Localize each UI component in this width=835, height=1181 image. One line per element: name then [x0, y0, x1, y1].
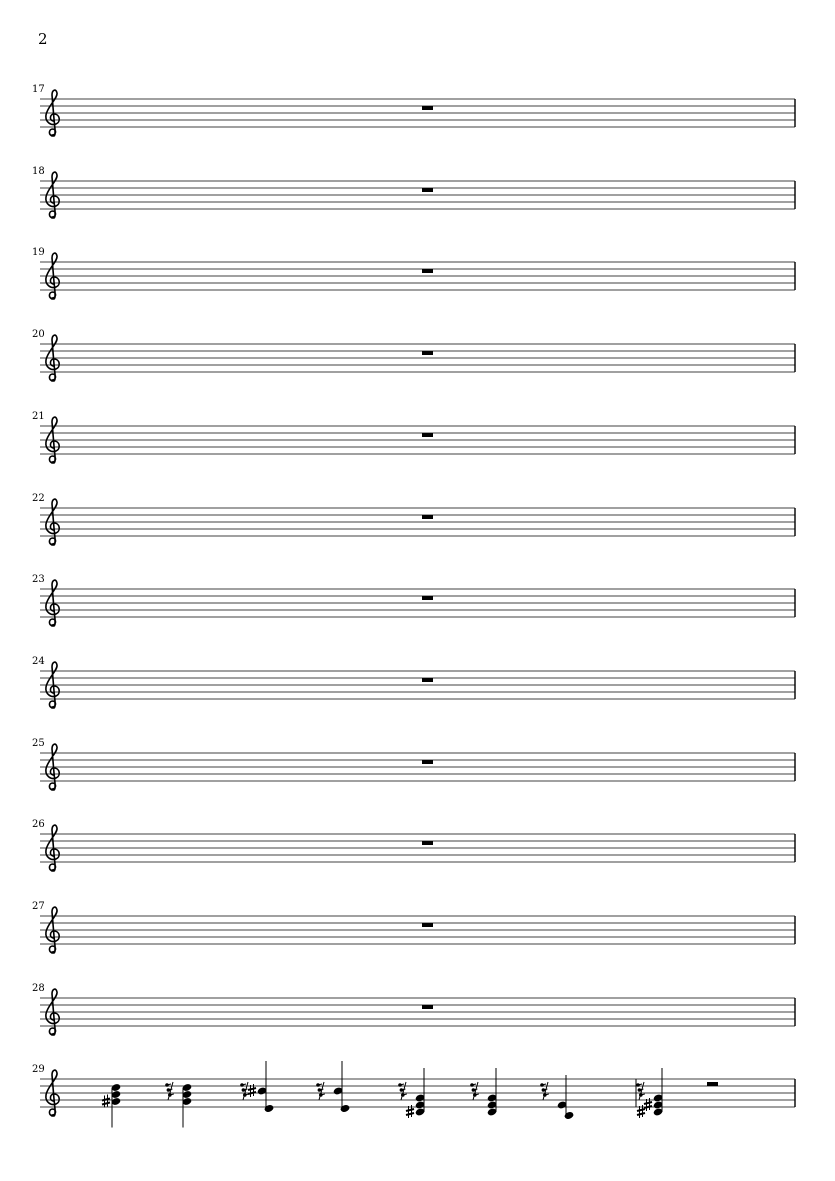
staff — [0, 577, 835, 657]
whole-rest — [422, 678, 433, 682]
measure-number: 17 — [32, 84, 45, 95]
staff-system — [0, 737, 835, 821]
measure-number: 18 — [32, 165, 45, 177]
chord — [166, 1082, 193, 1128]
whole-rest — [422, 841, 433, 845]
rest-glyph — [399, 1082, 407, 1100]
chord — [241, 1061, 275, 1113]
measure-number: 20 — [32, 329, 45, 341]
staff — [0, 986, 835, 1066]
staff-system — [0, 982, 835, 1066]
whole-rest — [707, 1082, 718, 1086]
staff — [0, 904, 835, 984]
rest-glyph — [637, 1082, 645, 1100]
staff-system — [0, 410, 835, 494]
whole-rest — [422, 760, 433, 764]
whole-rest — [422, 188, 433, 192]
staff — [0, 169, 835, 249]
staff-system — [0, 329, 835, 412]
measure-number: 28 — [32, 982, 45, 994]
staff-system — [0, 819, 835, 902]
staff-system — [0, 655, 835, 739]
whole-rest — [422, 351, 433, 355]
staff — [0, 250, 835, 330]
measure-number: 21 — [32, 410, 45, 422]
rest-glyph — [241, 1082, 249, 1100]
staff — [0, 741, 835, 821]
measure-number: 25 — [32, 737, 45, 749]
measure-number: 23 — [32, 574, 45, 586]
staff-system — [0, 247, 835, 330]
staff — [0, 1067, 835, 1147]
chord — [471, 1068, 498, 1117]
staff — [0, 332, 835, 412]
staff — [0, 659, 835, 739]
notehead — [340, 1104, 350, 1113]
staff-system — [0, 84, 835, 167]
chord — [541, 1075, 575, 1120]
rest-glyph — [166, 1082, 174, 1100]
notehead — [564, 1111, 574, 1120]
staff — [0, 87, 835, 167]
staff-system — [0, 1064, 835, 1147]
page-number: 2 — [38, 30, 48, 48]
whole-rest — [422, 433, 433, 437]
chord — [102, 1083, 121, 1128]
measure-number: 22 — [32, 492, 45, 504]
measure-number: 29 — [32, 1064, 45, 1076]
whole-rest — [422, 1005, 433, 1009]
staff-system — [0, 574, 835, 657]
rest-glyph — [317, 1082, 325, 1100]
rest-glyph — [471, 1082, 479, 1100]
staff-system — [0, 492, 835, 576]
measure-number: 24 — [32, 655, 45, 667]
chord — [317, 1061, 351, 1113]
staff — [0, 496, 835, 576]
notehead — [264, 1104, 274, 1113]
measure-number: 19 — [32, 247, 45, 259]
sharp-icon — [102, 1095, 110, 1108]
staff-system — [0, 901, 835, 984]
measure-number: 27 — [32, 901, 45, 912]
rest-glyph — [541, 1082, 549, 1100]
whole-rest — [422, 269, 433, 273]
whole-rest — [422, 596, 433, 600]
staff-system — [0, 165, 835, 249]
whole-rest — [422, 923, 433, 927]
staff — [0, 822, 835, 902]
whole-rest — [422, 515, 433, 519]
measure-number: 26 — [32, 819, 45, 831]
staff — [0, 414, 835, 494]
whole-rest — [422, 106, 433, 110]
